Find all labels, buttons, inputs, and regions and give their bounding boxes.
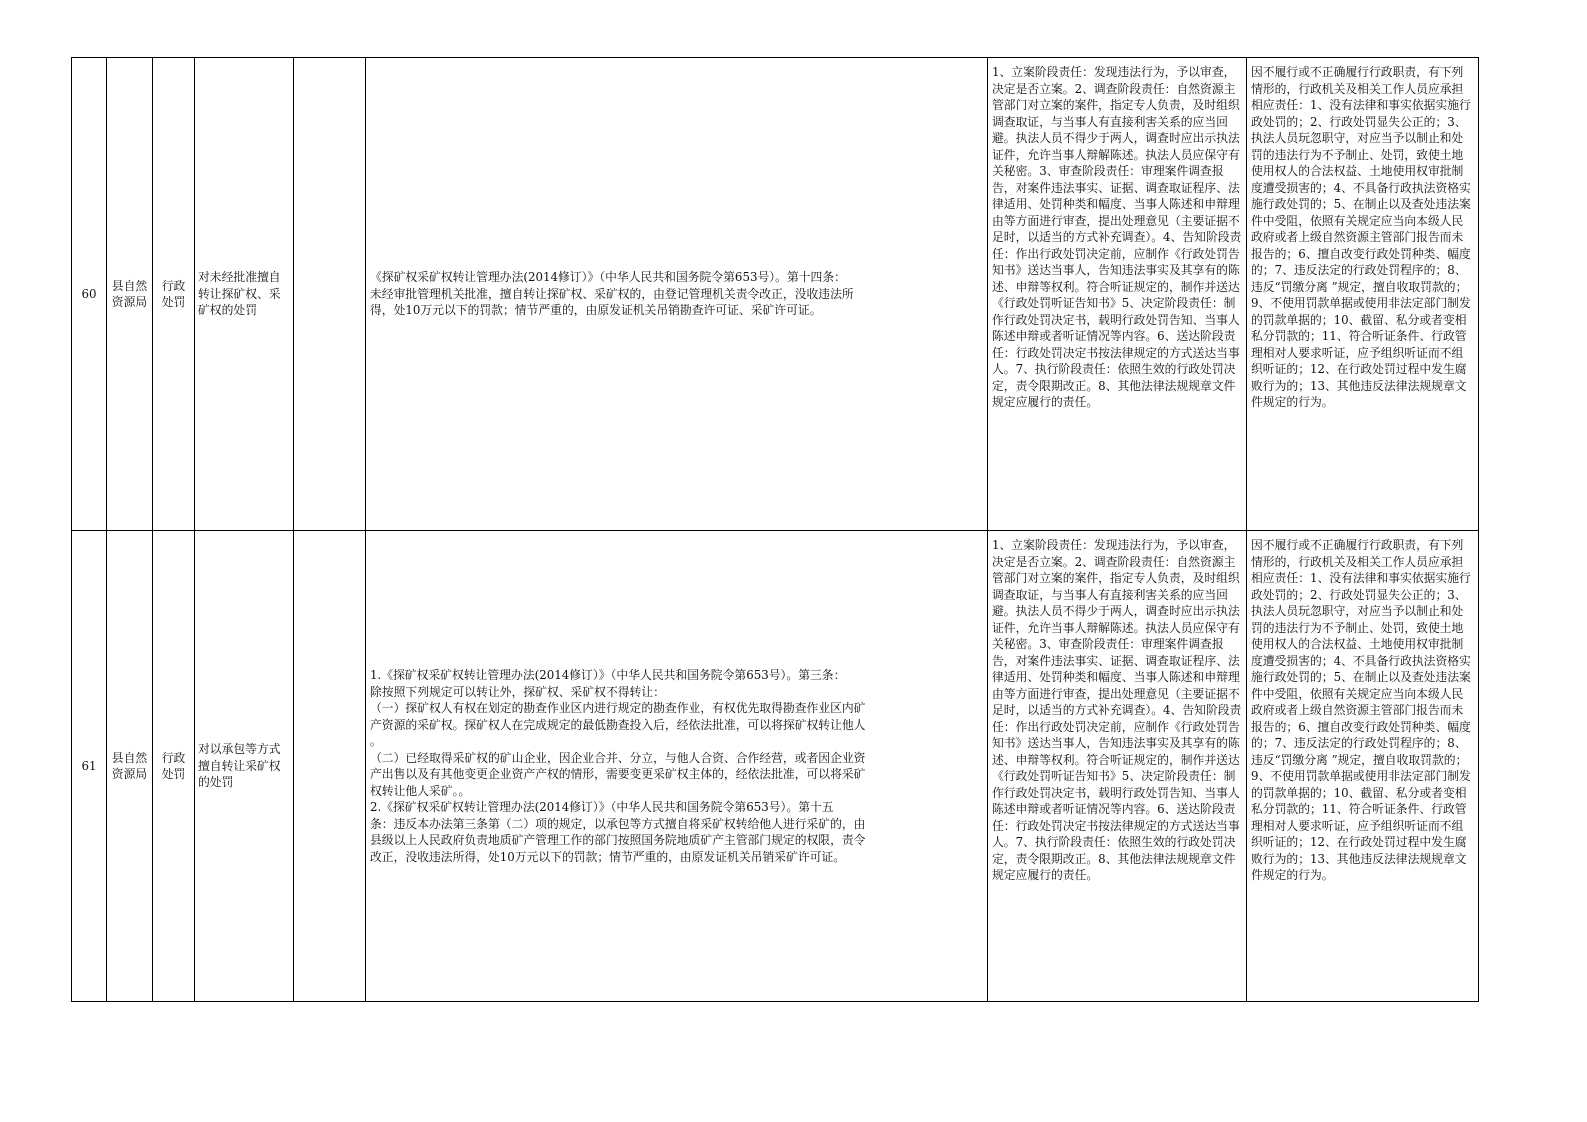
power-name-cell: 对以承包等方式擅自转让采矿权的处罚: [195, 531, 294, 1002]
basis-line: 《探矿权采矿权转让管理办法(2014修订）》（中华人民共和国务院令第653号）。第十四条：: [370, 270, 846, 285]
responsibility-cell: 1、立案阶段责任：发现违法行为，予以审查，决定是否立案。2、调查阶段责任：自然资源主管部门对立案的案件，指定专人负责，及时组织调查取证，与当事人有直接利害关系的应当回避。执法人员不得少于两人，调查时应出示执法证件，允许当事人辩解陈述。执法人员应保守有关秘密。3、审查阶段责任：审理案件调查报告，对案件违法事实、证据、调查取证程序、法律适用、处罚种类和幅度、当事人陈述和申辩理由等方面进行审查，提出处理意见（主要证据不足时，以适当的方式补充调查）。4、告知阶段责任：作出行政处罚决定前，应制作《行政处罚告知书》送达当事人，告知违法事实及其享有的陈述、申辩等权利。符合听证规定的，制作并送达《行政处罚听证告知书》5、决定阶段责任：制作行政处罚决定书，载明行政处罚告知、当事人陈述申辩或者听证情况等内容。6、送达阶段责任：行政处罚决定书按法律规定的方式送达当事人。7、执行阶段责任：依照生效的行政处罚决定，责令限期改正。8、其他法律法规规章文件规定应履行的责任。: [988, 531, 1247, 1002]
basis-line: 条：违反本办法第三条第（二）项的规定，以承包等方式擅自将采矿权转给他人进行采矿的，由: [370, 816, 866, 831]
basis-line: 改正，没收违法所得，处10万元以下的罚款；情节严重的，由原发证机关吊销采矿许可证。: [370, 849, 846, 864]
accountability-cell: 因不履行或不正确履行行政职责，有下列情形的，行政机关及相关工作人员应承担相应责任：1、没有法律和事实依据实施行政处罚的；2、行政处罚显失公正的；3、执法人员玩忽职守，对应当予以制止和处罚的违法行为不予制止、处罚，致使土地使用权人的合法权益、土地使用权审批制度遭受损害的；4、不具备行政执法资格实施行政处罚的；5、在制止以及查处违法案件中受阻，依照有关规定应当向本级人民政府或者上级自然资源主管部门报告而未报告的；6、擅自改变行政处罚种类、幅度的；7、违反法定的行政处罚程序的；8、违反“罚缴分离 ”规定，擅自收取罚款的；9、不使用罚款单据或使用非法定部门制发的罚款单据的；10、截留、私分或者变相私分罚款的；11、符合听证条件、行政管理相对人要求听证，应予组织听证而不组织听证的；12、在行政处罚过程中发生腐败行为的；13、其他违反法律法规规章文件规定的行为。: [1247, 531, 1479, 1002]
power-name-cell: 对未经批准擅自转让探矿权、采矿权的处罚: [195, 58, 294, 531]
basis-line: 产资源的采矿权。探矿权人在完成规定的最低勘查投入后，经依法批准，可以将探矿权转让他人: [370, 717, 866, 732]
basis-line: 权转让他人采矿。。: [370, 783, 471, 798]
legal-basis-cell: [366, 58, 988, 531]
power-type-cell: 行政处罚: [153, 531, 195, 1002]
legal-basis-cell: [366, 531, 988, 1002]
basis-line: 县级以上人民政府负责地质矿产管理工作的部门按照国务院地质矿产主管部门规定的权限，责令: [370, 833, 866, 847]
accountability-cell: 因不履行或不正确履行行政职责，有下列情形的，行政机关及相关工作人员应承担相应责任：1、没有法律和事实依据实施行政处罚的；2、行政处罚显失公正的；3、执法人员玩忽职守，对应当予以制止和处罚的违法行为不予制止、处罚，致使土地使用权人的合法权益、土地使用权审批制度遭受损害的；4、不具备行政执法资格实施行政处罚的；5、在制止以及查处违法案件中受阻，依照有关规定应当向本级人民政府或者上级自然资源主管部门报告而未报告的；6、擅自改变行政处罚种类、幅度的；7、违反法定的行政处罚程序的；8、违反“罚缴分离 ”规定，擅自收取罚款的；9、不使用罚款单据或使用非法定部门制发的罚款单据的；10、截留、私分或者变相私分罚款的；11、符合听证条件、行政管理相对人要求听证，应予组织听证而不组织听证的；12、在行政处罚过程中发生腐败行为的；13、其他违反法律法规规章文件规定的行为。: [1247, 58, 1479, 531]
row-number-cell: 61: [72, 531, 107, 1002]
basis-line: 1.《探矿权采矿权转让管理办法(2014修订）》（中华人民共和国务院令第653号）。第三条：: [370, 668, 846, 682]
basis-line: 2.《探矿权采矿权转让管理办法(2014修订）》（中华人民共和国务院令第653号）。第十五: [370, 800, 834, 814]
responsibility-cell: 1、立案阶段责任：发现违法行为，予以审查，决定是否立案。2、调查阶段责任：自然资源主管部门对立案的案件，指定专人负责，及时组织调查取证，与当事人有直接利害关系的应当回避。执法人员不得少于两人，调查时应出示执法证件，允许当事人辩解陈述。执法人员应保守有关秘密。3、审查阶段责任：审理案件调查报告，对案件违法事实、证据、调查取证程序、法律适用、处罚种类和幅度、当事人陈述和申辩理由等方面进行审查，提出处理意见（主要证据不足时，以适当的方式补充调查）。4、告知阶段责任：作出行政处罚决定前，应制作《行政处罚告知书》送达当事人，告知违法事实及其享有的陈述、申辩等权利。符合听证规定的，制作并送达《行政处罚听证告知书》5、决定阶段责任：制作行政处罚决定书，载明行政处罚告知、当事人陈述申辩或者听证情况等内容。6、送达阶段责任：行政处罚决定书按法律规定的方式送达当事人。7、执行阶段责任：依照生效的行政处罚决定，责令限期改正。8、其他法律法规规章文件规定应履行的责任。: [988, 58, 1247, 531]
table-row: [72, 58, 1479, 531]
basis-line: 除按照下列规定可以转让外，探矿权、采矿权不得转让：: [370, 684, 665, 699]
department-cell: 县自然资源局: [107, 531, 153, 1002]
code-cell: [294, 531, 366, 1002]
basis-line: 得，处10万元以下的罚款；情节严重的，由原发证机关吊销勘查许可证、采矿许可证。: [370, 303, 822, 318]
code-cell: [294, 58, 366, 531]
basis-line: （二）已经取得采矿权的矿山企业，因企业合并、分立，与他人合资、合作经营，或者因企业资: [370, 750, 866, 765]
basis-line: 未经审批管理机关批准，擅自转让探矿权、采矿权的，由登记管理机关责令改正，没收违法所: [370, 286, 854, 301]
basis-line: 产出售以及有其他变更企业资产产权的情形，需要变更采矿权主体的，经依法批准，可以将采矿: [370, 767, 866, 781]
basis-line: （一）探矿权人有权在划定的勘查作业区内进行规定的勘查作业，有权优先取得勘查作业区内矿: [370, 701, 866, 715]
power-type-cell: 行政处罚: [153, 58, 195, 531]
power-list-table: [71, 57, 1479, 1002]
table-row: [72, 531, 1479, 1002]
basis-line: 。: [370, 734, 382, 748]
department-cell: 县自然资源局: [107, 58, 153, 531]
row-number-cell: 60: [72, 58, 107, 531]
